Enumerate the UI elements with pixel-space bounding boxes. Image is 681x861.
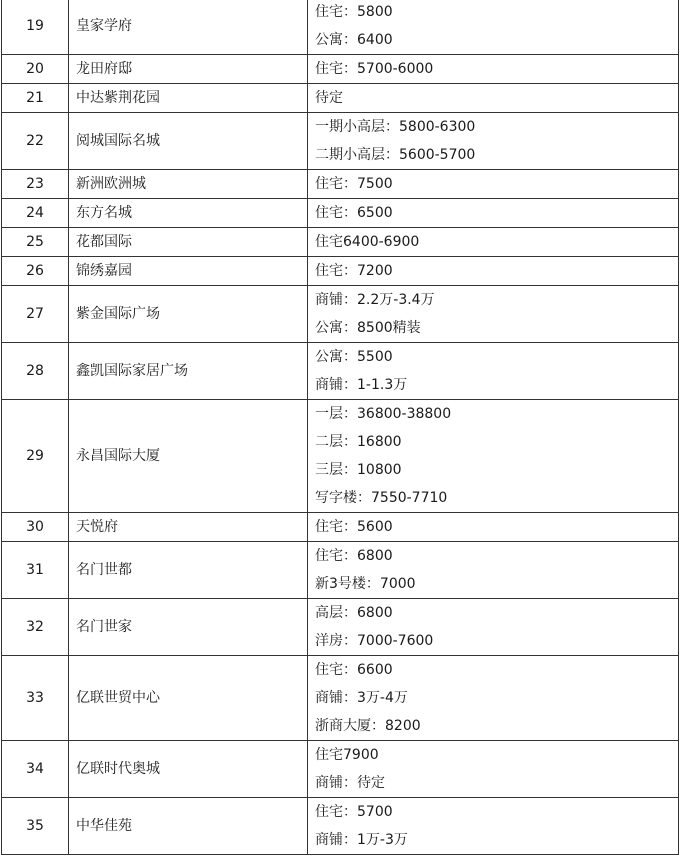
table-row [2, 199, 679, 228]
price-cell [308, 343, 679, 400]
row-number: 29 [2, 400, 69, 513]
price-cell [308, 798, 679, 855]
price-cell [308, 542, 679, 599]
project-name: 永昌国际大厦 [69, 400, 308, 513]
table-row [2, 798, 679, 855]
price-line: 住宅7900 [315, 747, 379, 763]
price-line: 浙商大厦：8200 [315, 718, 421, 734]
project-name: 鑫凯国际家居广场 [69, 343, 308, 400]
table-row [2, 599, 679, 656]
project-name: 紫金国际广场 [69, 286, 308, 343]
row-number: 30 [2, 513, 69, 542]
price-line: 住宅6400-6900 [315, 234, 420, 250]
table-row [2, 257, 679, 286]
row-number: 22 [2, 113, 69, 170]
price-table-body [2, 0, 679, 855]
price-line: 商铺：1万-3万 [315, 832, 408, 848]
table-row [2, 228, 679, 257]
price-cell [308, 656, 679, 741]
project-name: 新洲欧洲城 [69, 170, 308, 199]
price-line: 公寓：6400 [315, 32, 393, 48]
row-number: 27 [2, 286, 69, 343]
row-number: 23 [2, 170, 69, 199]
project-name: 亿联世贸中心 [69, 656, 308, 741]
price-cell [308, 199, 679, 228]
price-line: 住宅：7500 [315, 176, 393, 192]
price-cell [308, 286, 679, 343]
project-name: 中华佳苑 [69, 798, 308, 855]
price-line: 高层：6800 [315, 605, 393, 621]
price-line: 商铺：待定 [315, 775, 385, 791]
price-line: 住宅：6600 [315, 662, 393, 678]
price-line: 住宅：6500 [315, 205, 393, 221]
row-number: 24 [2, 199, 69, 228]
table-row [2, 0, 679, 55]
table-row [2, 513, 679, 542]
project-name: 天悦府 [69, 513, 308, 542]
project-name: 名门世家 [69, 599, 308, 656]
row-number: 28 [2, 343, 69, 400]
table-row [2, 656, 679, 741]
price-line: 商铺：2.2万-3.4万 [315, 292, 435, 308]
price-line: 住宅：5700 [315, 804, 393, 820]
project-name: 亿联时代奥城 [69, 741, 308, 798]
price-line: 商铺：1-1.3万 [315, 377, 408, 393]
price-line: 商铺：3万-4万 [315, 690, 408, 706]
price-line: 写字楼：7550-7710 [315, 490, 448, 506]
row-number: 33 [2, 656, 69, 741]
row-number: 19 [2, 0, 69, 55]
price-line: 三层：10800 [315, 462, 402, 478]
project-name: 锦绣嘉园 [69, 257, 308, 286]
row-number: 20 [2, 55, 69, 84]
price-line: 住宅：5800 [315, 4, 393, 20]
row-number: 21 [2, 84, 69, 113]
table-row [2, 113, 679, 170]
table-row [2, 542, 679, 599]
table-row [2, 286, 679, 343]
table-row [2, 400, 679, 513]
price-line: 二期小高层：5600-5700 [315, 147, 476, 163]
price-line: 洋房：7000-7600 [315, 633, 434, 649]
row-number: 26 [2, 257, 69, 286]
price-line: 一层：36800-38800 [315, 406, 452, 422]
project-name: 名门世都 [69, 542, 308, 599]
table-row [2, 343, 679, 400]
price-cell [308, 400, 679, 513]
project-name: 皇家学府 [69, 0, 308, 55]
price-cell [308, 84, 679, 113]
price-line: 住宅：5600 [315, 519, 393, 535]
row-number: 35 [2, 798, 69, 855]
project-name: 阅城国际名城 [69, 113, 308, 170]
table-row [2, 55, 679, 84]
project-name: 龙田府邸 [69, 55, 308, 84]
table-row [2, 741, 679, 798]
price-line: 二层：16800 [315, 434, 402, 450]
row-number: 25 [2, 228, 69, 257]
price-line: 公寓：5500 [315, 349, 393, 365]
price-cell [308, 513, 679, 542]
price-cell [308, 113, 679, 170]
price-cell [308, 170, 679, 199]
project-name: 东方名城 [69, 199, 308, 228]
price-line: 一期小高层：5800-6300 [315, 119, 476, 135]
table-row [2, 84, 679, 113]
price-line: 住宅：7200 [315, 263, 393, 279]
price-cell [308, 55, 679, 84]
price-line: 新3号楼：7000 [315, 576, 416, 592]
price-cell [308, 228, 679, 257]
price-cell [308, 0, 679, 55]
price-cell [308, 599, 679, 656]
price-line: 住宅：6800 [315, 548, 393, 564]
price-cell [308, 741, 679, 798]
project-name: 花都国际 [69, 228, 308, 257]
price-line: 公寓：8500精装 [315, 320, 421, 336]
row-number: 31 [2, 542, 69, 599]
price-line: 住宅：5700-6000 [315, 61, 434, 77]
price-line: 待定 [315, 90, 343, 106]
project-name: 中达紫荆花园 [69, 84, 308, 113]
row-number: 32 [2, 599, 69, 656]
price-table [1, 0, 679, 855]
price-cell [308, 257, 679, 286]
row-number: 34 [2, 741, 69, 798]
table-row [2, 170, 679, 199]
